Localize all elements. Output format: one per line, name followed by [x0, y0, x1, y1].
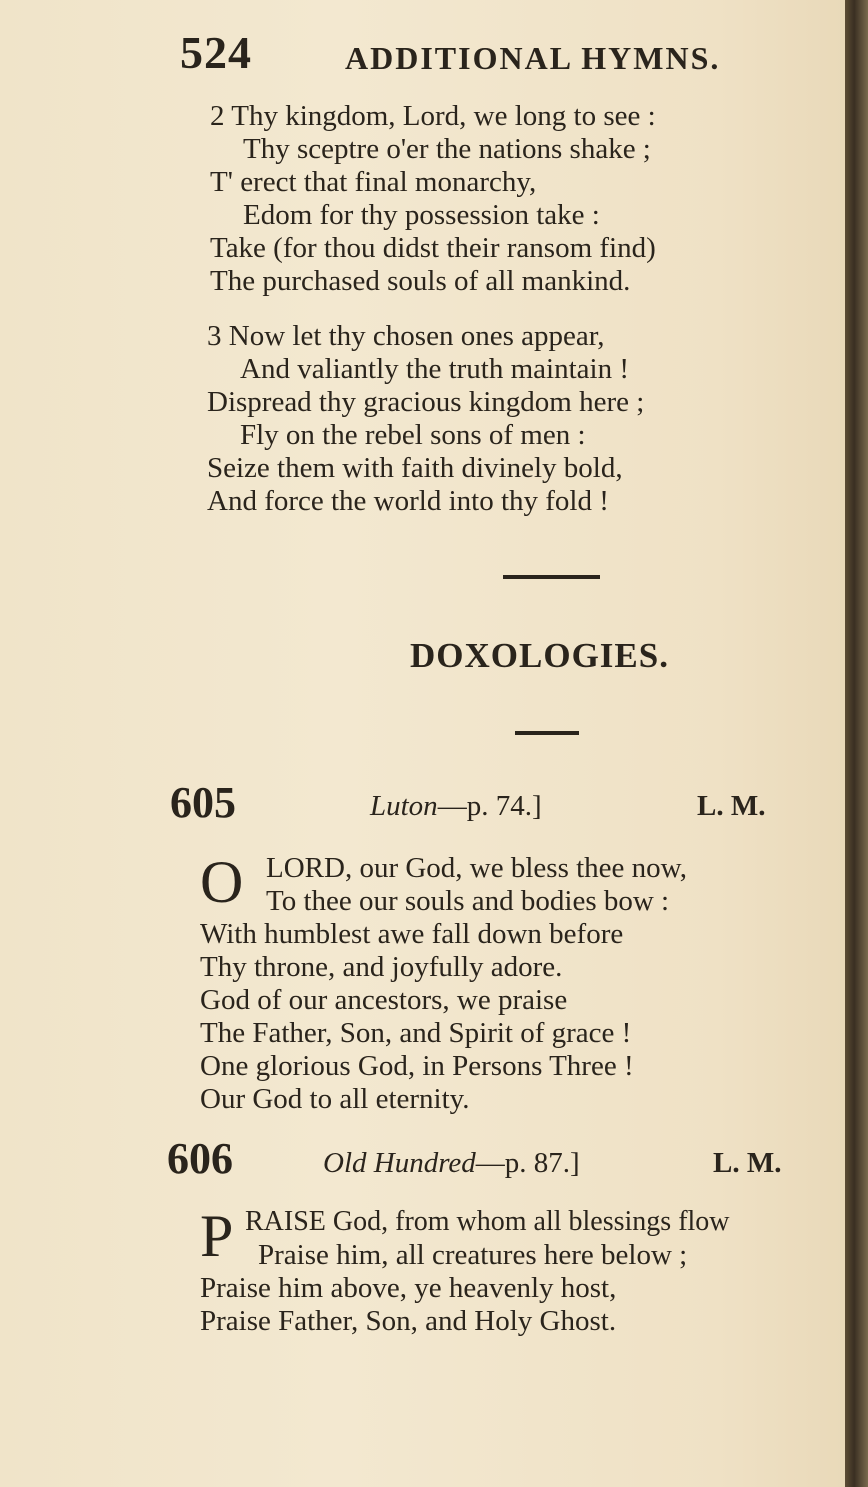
stanza3-line: Seize them with faith divinely bold, — [207, 452, 623, 484]
stanza2-line: T' erect that final monarchy, — [210, 166, 537, 198]
page-number: 524 — [180, 27, 252, 78]
stanza2-line: 2 Thy kingdom, Lord, we long to see : — [210, 100, 656, 132]
page-edge — [845, 0, 868, 1487]
hymn-line: Praise him above, ye heavenly host, — [200, 1272, 617, 1304]
section-divider — [515, 731, 579, 735]
stanza3-line: And force the world into thy fold ! — [207, 485, 609, 517]
stanza2-line: Edom for thy possession take : — [243, 199, 600, 231]
hymn-line: God of our ancestors, we praise — [200, 984, 568, 1016]
drop-cap: O — [200, 849, 244, 915]
tune-page: —p. 74.] — [437, 790, 542, 822]
hymn-line: Praise him, all creatures here below ; — [258, 1239, 688, 1271]
hymn-line: Praise Father, Son, and Holy Ghost. — [200, 1305, 617, 1337]
tune-page: —p. 87.] — [475, 1147, 580, 1179]
hymn-line: Thy throne, and joyfully adore. — [200, 951, 563, 983]
meter: L. M. — [713, 1147, 782, 1179]
hymn-line: One glorious God, in Persons Three ! — [200, 1050, 634, 1082]
stanza3-line: Dispread thy gracious kingdom here ; — [207, 386, 645, 418]
stanza2-line: The purchased souls of all mankind. — [210, 265, 631, 297]
hymn-line: The Father, Son, and Spirit of grace ! — [200, 1017, 632, 1049]
stanza3-line: And valiantly the truth maintain ! — [240, 353, 629, 385]
hymn-line: LORD, our God, we bless thee now, — [266, 852, 687, 884]
section-title: DOXOLOGIES. — [410, 636, 669, 675]
meter: L. M. — [697, 790, 766, 822]
hymn-line: To thee our souls and bodies bow : — [266, 885, 670, 917]
hymn-number: 606 — [167, 1134, 233, 1183]
tune-name: Old Hundred — [323, 1147, 476, 1179]
stanza2-line: Take (for thou didst their ransom find) — [210, 232, 656, 264]
hymn-line: With humblest awe fall down before — [200, 918, 624, 950]
tune-reference — [370, 790, 542, 823]
hymn-number: 605 — [170, 778, 236, 827]
running-title: ADDITIONAL HYMNS. — [345, 40, 721, 76]
stanza3-line: 3 Now let thy chosen ones appear, — [207, 320, 605, 352]
stanza3-line: Fly on the rebel sons of men : — [240, 419, 586, 451]
tune-reference — [323, 1147, 580, 1180]
section-divider — [503, 575, 600, 579]
tune-name: Luton — [370, 790, 438, 822]
stanza2-line: Thy sceptre o'er the nations shake ; — [243, 133, 651, 165]
drop-cap: P — [200, 1203, 234, 1269]
hymn-line: RAISE God, from whom all blessings flow — [245, 1206, 730, 1237]
hymn-line: Our God to all eternity. — [200, 1083, 470, 1115]
